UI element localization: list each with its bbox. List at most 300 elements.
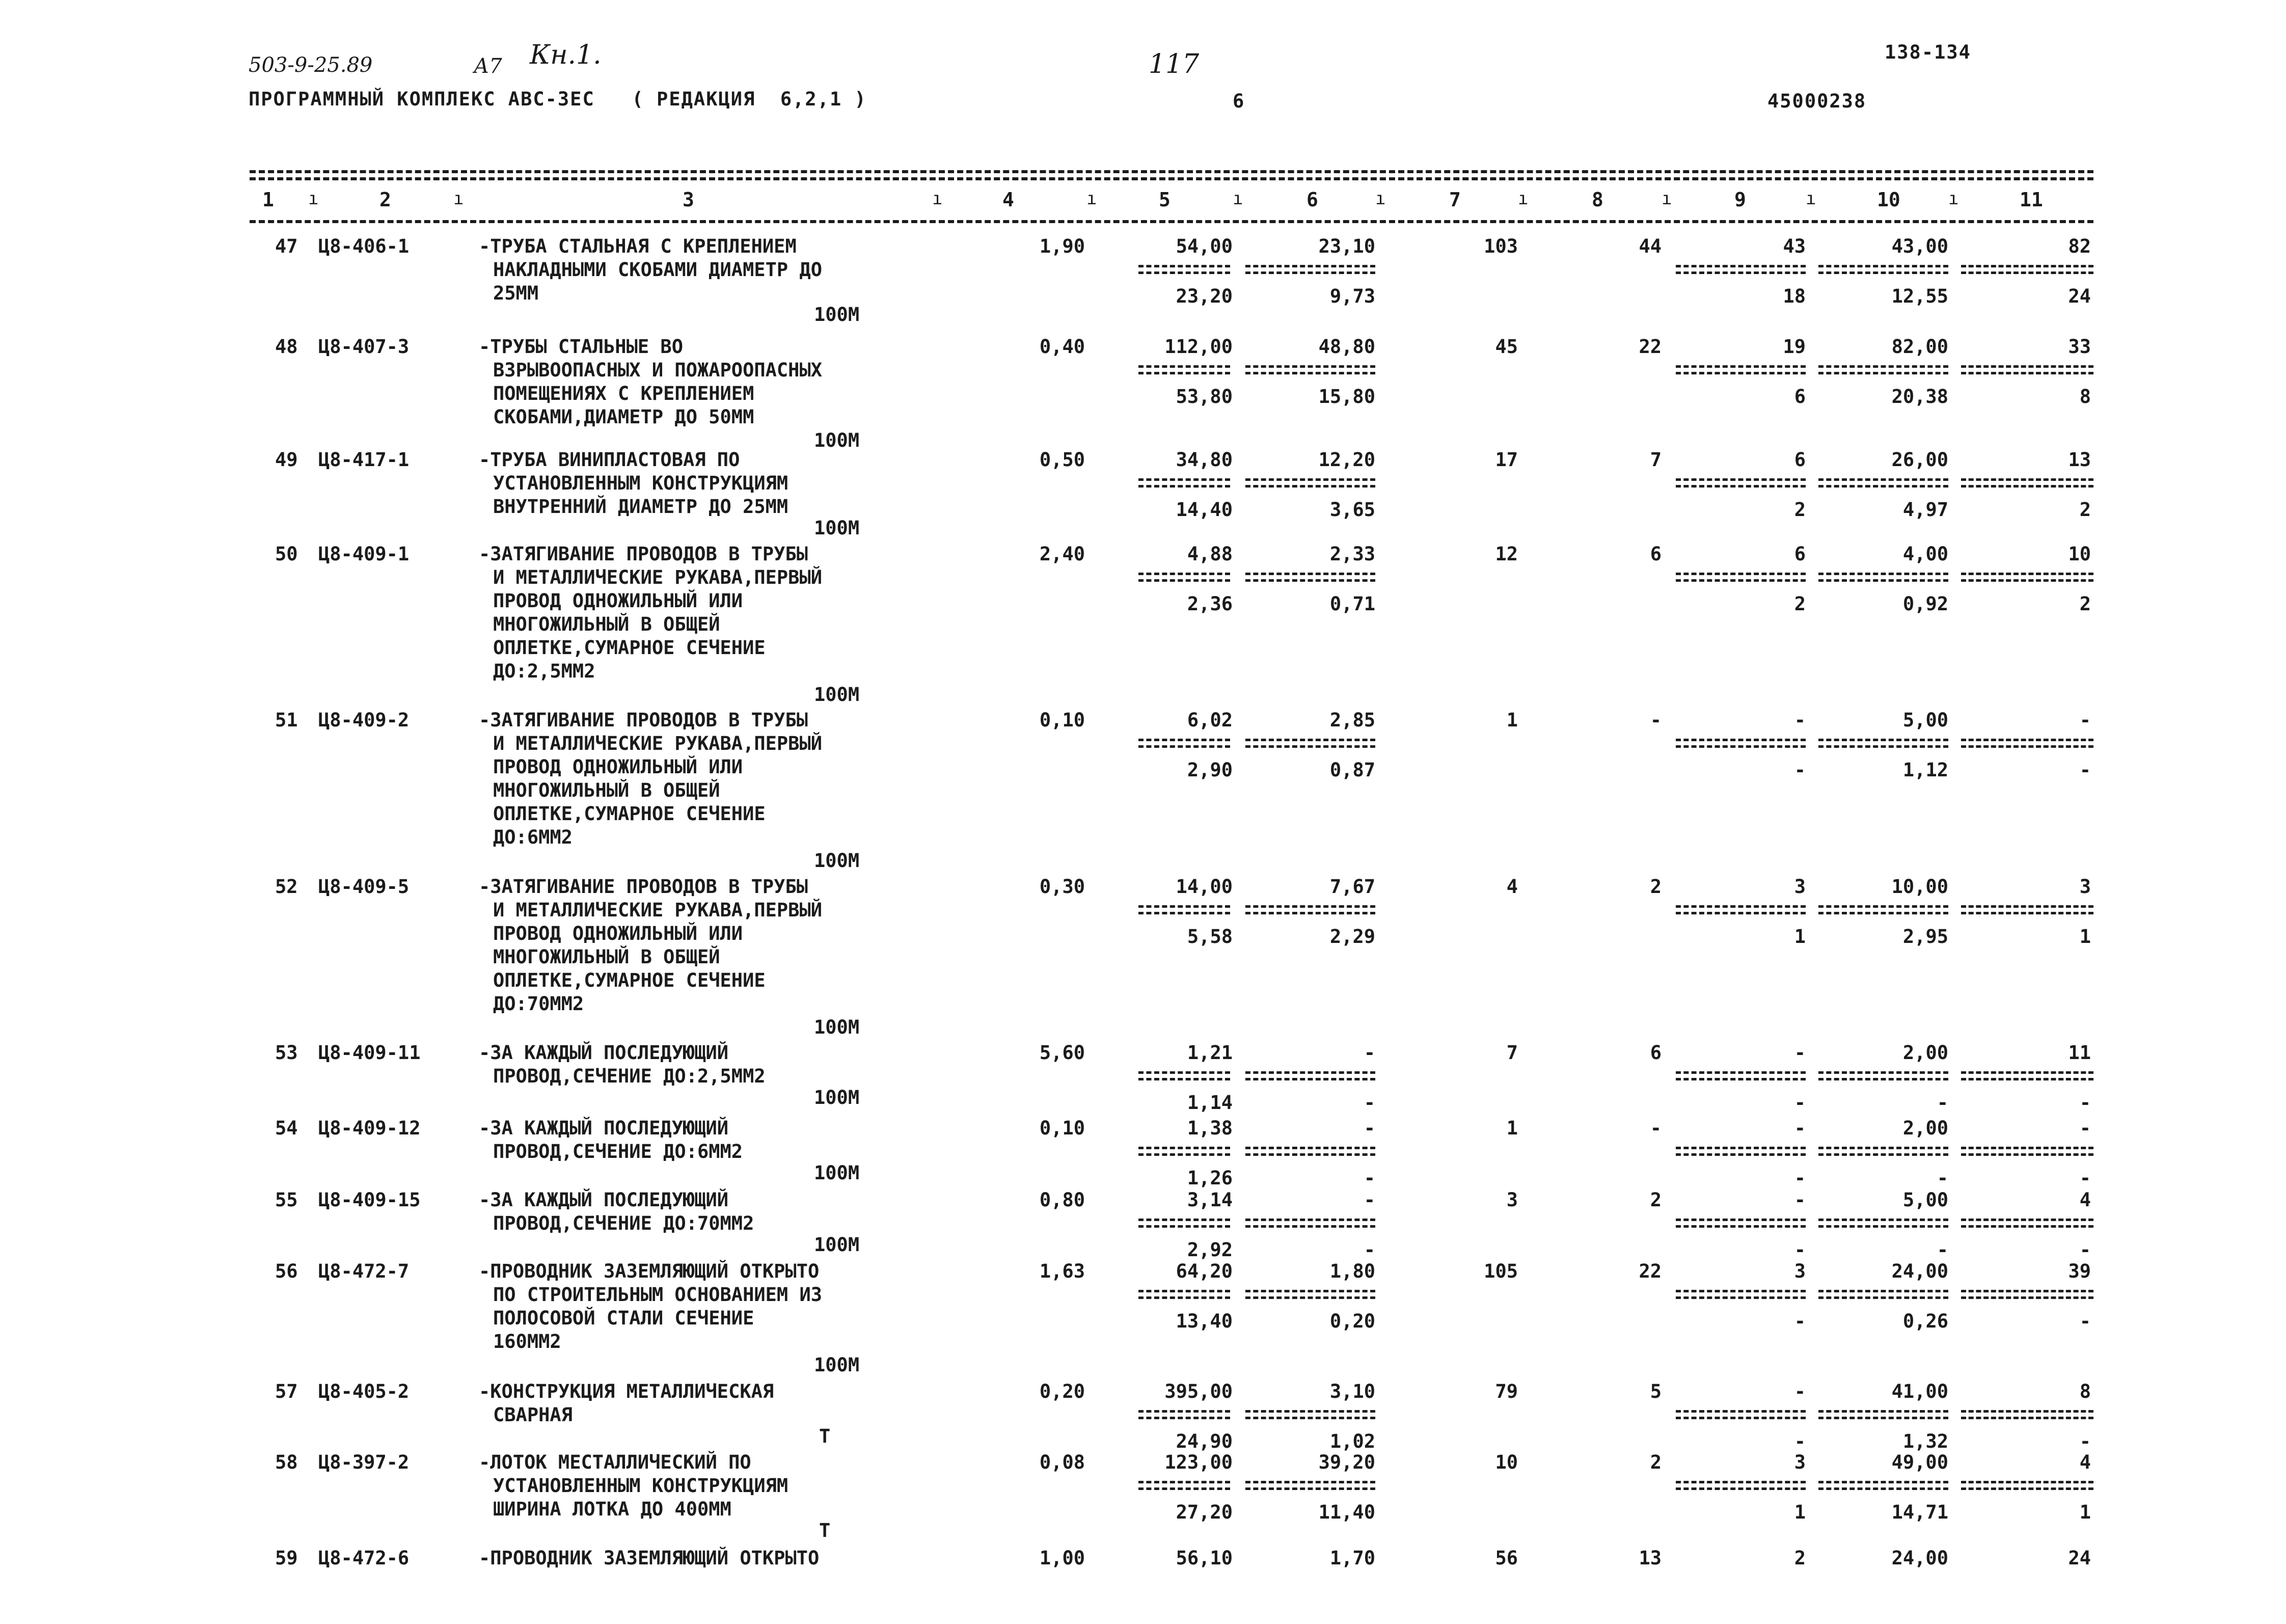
- cell-divider: [1818, 1481, 1948, 1483]
- cell-divider: [1818, 365, 1948, 368]
- row-description-line: ВЗРЫВООПАСНЫХ И ПОЖАРООПАСНЫХ: [493, 359, 823, 381]
- cell-c4: 0,20: [1039, 1381, 1085, 1402]
- row-unit: Т: [819, 1425, 831, 1447]
- cell-c10b: 2,95: [1902, 926, 1948, 948]
- row-description-line: -ЛОТОК МЕСТАЛЛИЧЕСКИЙ ПО: [479, 1451, 751, 1473]
- cell-c10: 2,00: [1902, 1117, 1948, 1139]
- cell-divider: [1961, 365, 2093, 368]
- cell-c5: 3,14: [1187, 1189, 1233, 1211]
- cell-c9b: 2: [1794, 593, 1806, 615]
- cell-divider: [1245, 1417, 1375, 1419]
- cell-c11: 39: [2068, 1260, 2091, 1282]
- cell-c6: 1,70: [1329, 1547, 1375, 1569]
- cell-divider: [1818, 912, 1948, 914]
- cell-c5: 54,00: [1176, 235, 1233, 257]
- cell-divider: [1245, 265, 1375, 267]
- cell-c6: 1,80: [1329, 1260, 1375, 1282]
- cell-c8: 5: [1650, 1381, 1662, 1402]
- cell-c11b: -: [2079, 1430, 2091, 1452]
- col-header-5: 5: [1159, 188, 1171, 211]
- cell-divider: [1818, 265, 1948, 267]
- cell-c5b: 24,90: [1176, 1430, 1233, 1452]
- cell-divider: [1961, 478, 2093, 481]
- row-code: Ц8-417-1: [318, 449, 410, 471]
- cell-c11: 8: [2079, 1381, 2091, 1402]
- row-description-line: ДО:2,5ММ2: [493, 660, 595, 682]
- cell-c5: 1,21: [1187, 1042, 1233, 1064]
- cell-divider: [1245, 1071, 1375, 1074]
- cell-divider: [1676, 1153, 1806, 1156]
- row-description-line: СВАРНАЯ: [493, 1404, 573, 1426]
- cell-divider: [1138, 1296, 1230, 1299]
- cell-c4: 5,60: [1039, 1042, 1085, 1064]
- row-description-line: ПРОВОД,СЕЧЕНИЕ ДО:6ММ2: [493, 1141, 743, 1162]
- cell-c8: 7: [1650, 449, 1662, 471]
- cell-divider: [1245, 745, 1375, 748]
- row-number: 53: [275, 1042, 298, 1064]
- cell-c9: 19: [1783, 336, 1806, 358]
- row-description-line: И МЕТАЛЛИЧЕСКИЕ РУКАВА,ПЕРВЫЙ: [493, 899, 823, 921]
- cell-c4: 1,63: [1039, 1260, 1085, 1282]
- cell-divider: [1961, 1078, 2093, 1080]
- row-description-line: ОПЛЕТКЕ,СУМАРНОЕ СЕЧЕНИЕ: [493, 803, 766, 825]
- cell-c9: -: [1794, 709, 1806, 731]
- cell-divider: [1676, 485, 1806, 488]
- cell-divider: [1818, 272, 1948, 274]
- row-description-line: И МЕТАЛЛИЧЕСКИЕ РУКАВА,ПЕРВЫЙ: [493, 566, 823, 588]
- col-separator: ı: [1806, 188, 1816, 209]
- cell-divider: [1676, 478, 1806, 481]
- row-code: Ц8-405-2: [318, 1381, 410, 1402]
- cell-c4: 1,00: [1039, 1547, 1085, 1569]
- cell-divider: [1961, 1219, 2093, 1221]
- cell-c6: 2,33: [1329, 543, 1375, 565]
- cell-divider: [1138, 1147, 1230, 1149]
- cell-c10: 10,00: [1891, 876, 1948, 898]
- row-description-line: ПРОВОД,СЕЧЕНИЕ ДО:70ММ2: [493, 1212, 754, 1234]
- row-description-line: МНОГОЖИЛЬНЫЙ В ОБЩЕЙ: [493, 613, 720, 635]
- row-description-line: -ЗА КАЖДЫЙ ПОСЛЕДУЮЩИЙ: [479, 1117, 729, 1139]
- cell-c11: 13: [2068, 449, 2091, 471]
- cell-c5b: 53,80: [1176, 386, 1233, 408]
- row-description-line: -ТРУБА ВИНИПЛАСТОВАЯ ПО: [479, 449, 740, 471]
- cell-c5: 1,38: [1187, 1117, 1233, 1139]
- cell-c6: 12,20: [1318, 449, 1375, 471]
- cell-divider: [1138, 905, 1230, 908]
- row-description-line: УСТАНОВЛЕННЫМ КОНСТРУКЦИЯМ: [493, 472, 788, 494]
- cell-c4: 0,10: [1039, 1117, 1085, 1139]
- cell-c11: 11: [2068, 1042, 2091, 1064]
- row-description-line: ПО СТРОИТЕЛЬНЫМ ОСНОВАНИЕМ ИЗ: [493, 1284, 823, 1306]
- cell-divider: [1961, 739, 2093, 741]
- row-description-line: -ТРУБЫ СТАЛЬНЫЕ ВО: [479, 336, 683, 358]
- cell-c7: 103: [1484, 235, 1518, 257]
- row-description-line: 25ММ: [493, 282, 539, 304]
- cell-divider: [1818, 1071, 1948, 1074]
- cell-c6: 48,80: [1318, 336, 1375, 358]
- cell-c11: 3: [2079, 876, 2091, 898]
- cell-c5: 6,02: [1187, 709, 1233, 731]
- row-description-line: -КОНСТРУКЦИЯ МЕТАЛЛИЧЕСКАЯ: [479, 1381, 774, 1402]
- cell-c10b: -: [1937, 1167, 1948, 1189]
- cell-c10b: 12,55: [1891, 285, 1948, 307]
- cell-divider: [1138, 739, 1230, 741]
- cell-c10b: 1,32: [1902, 1430, 1948, 1452]
- row-number: 47: [275, 235, 298, 257]
- cell-divider: [1676, 745, 1806, 748]
- cell-divider: [1961, 745, 2093, 748]
- cell-divider: [1818, 745, 1948, 748]
- col-separator: ı: [1948, 188, 1959, 209]
- cell-c11: 4: [2079, 1451, 2091, 1473]
- cell-c7: 3: [1506, 1189, 1518, 1211]
- row-unit: 100М: [814, 1354, 860, 1376]
- cell-divider: [1138, 579, 1230, 582]
- row-number: 50: [275, 543, 298, 565]
- cell-c5b: 1,14: [1187, 1092, 1233, 1114]
- cell-divider: [1818, 1296, 1948, 1299]
- cell-c10: 4,00: [1902, 543, 1948, 565]
- row-unit: 100М: [814, 684, 860, 706]
- cell-c9: -: [1794, 1042, 1806, 1064]
- row-description-line: И МЕТАЛЛИЧЕСКИЕ РУКАВА,ПЕРВЫЙ: [493, 733, 823, 754]
- cell-divider: [1818, 1147, 1948, 1149]
- row-description-line: -ПРОВОДНИК ЗАЗЕМЛЯЮЩИЙ ОТКРЫТО: [479, 1547, 820, 1569]
- cell-c10: 82,00: [1891, 336, 1948, 358]
- row-description-line: -ЗАТЯГИВАНИЕ ПРОВОДОВ В ТРУБЫ: [479, 543, 808, 565]
- cell-divider: [1245, 485, 1375, 488]
- cell-divider: [1676, 1290, 1806, 1292]
- cell-c9b: -: [1794, 759, 1806, 781]
- row-description-line: ДО:6ММ2: [493, 826, 573, 848]
- cell-c5: 14,00: [1176, 876, 1233, 898]
- cell-c9b: -: [1794, 1092, 1806, 1114]
- row-description-line: ПОЛОСОВОЙ СТАЛИ СЕЧЕНИЕ: [493, 1307, 754, 1329]
- top-rule: [250, 170, 2093, 173]
- cell-divider: [1138, 365, 1230, 368]
- cell-divider: [1245, 1487, 1375, 1490]
- cell-divider: [1676, 1078, 1806, 1080]
- cell-c9: 2: [1794, 1547, 1806, 1569]
- row-code: Ц8-409-11: [318, 1042, 421, 1064]
- cell-divider: [1676, 905, 1806, 908]
- cell-divider: [1818, 1410, 1948, 1413]
- cell-c10: 5,00: [1902, 709, 1948, 731]
- cell-c6: -: [1364, 1189, 1375, 1211]
- cell-divider: [1245, 272, 1375, 274]
- row-number: 49: [275, 449, 298, 471]
- cell-c5: 4,88: [1187, 543, 1233, 565]
- cell-divider: [1961, 1417, 2093, 1419]
- cell-c10: 24,00: [1891, 1260, 1948, 1282]
- cell-c6: 2,85: [1329, 709, 1375, 731]
- row-code: Ц8-409-1: [318, 543, 410, 565]
- cell-divider: [1138, 1487, 1230, 1490]
- row-description-line: -ЗАТЯГИВАНИЕ ПРОВОДОВ В ТРУБЫ: [479, 876, 808, 898]
- row-code: Ц8-406-1: [318, 235, 410, 257]
- cell-c9b: -: [1794, 1430, 1806, 1452]
- cell-c5: 64,20: [1176, 1260, 1233, 1282]
- row-unit: 100М: [814, 517, 860, 539]
- right-code: 138-134: [1885, 41, 1971, 63]
- cell-c8: 22: [1639, 1260, 1662, 1282]
- col-header-2: 2: [379, 188, 391, 211]
- cell-divider: [1245, 1153, 1375, 1156]
- cell-divider: [1138, 745, 1230, 748]
- cell-divider: [1818, 1078, 1948, 1080]
- cell-divider: [1818, 478, 1948, 481]
- cell-divider: [1961, 1290, 2093, 1292]
- cell-c8: 2: [1650, 1451, 1662, 1473]
- cell-divider: [1138, 912, 1230, 914]
- row-code: Ц8-409-15: [318, 1189, 421, 1211]
- cell-c7: 45: [1495, 336, 1518, 358]
- row-number: 55: [275, 1189, 298, 1211]
- cell-divider: [1138, 1290, 1230, 1292]
- col-header-4: 4: [1002, 188, 1014, 211]
- row-number: 51: [275, 709, 298, 731]
- col-header-6: 6: [1307, 188, 1318, 211]
- cell-divider: [1676, 1296, 1806, 1299]
- cell-divider: [1138, 573, 1230, 575]
- cell-c7: 1: [1506, 1117, 1518, 1139]
- row-code: Ц8-397-2: [318, 1451, 410, 1473]
- cell-divider: [1961, 579, 2093, 582]
- cell-divider: [1961, 372, 2093, 374]
- cell-c7: 4: [1506, 876, 1518, 898]
- cell-c5b: 1,26: [1187, 1167, 1233, 1189]
- row-description-line: МНОГОЖИЛЬНЫЙ В ОБЩЕЙ: [493, 946, 720, 968]
- cell-c11: 4: [2079, 1189, 2091, 1211]
- top-rule-2: [250, 177, 2093, 180]
- cell-c10: 49,00: [1891, 1451, 1948, 1473]
- cell-divider: [1676, 573, 1806, 575]
- cell-c9: -: [1794, 1189, 1806, 1211]
- cell-divider: [1818, 1417, 1948, 1419]
- row-description-line: -ЗА КАЖДЫЙ ПОСЛЕДУЮЩИЙ: [479, 1042, 729, 1064]
- header-bottom-rule: [250, 220, 2093, 223]
- cell-divider: [1138, 1417, 1230, 1419]
- row-unit: 100М: [814, 1234, 860, 1256]
- cell-c9b: 1: [1794, 926, 1806, 948]
- cell-c6b: 2,29: [1329, 926, 1375, 948]
- cell-c9: -: [1794, 1117, 1806, 1139]
- cell-divider: [1818, 1290, 1948, 1292]
- row-code: Ц8-409-5: [318, 876, 410, 898]
- cell-divider: [1138, 1071, 1230, 1074]
- row-code: Ц8-409-12: [318, 1117, 421, 1139]
- cell-divider: [1818, 739, 1948, 741]
- cell-c9b: 1: [1794, 1501, 1806, 1523]
- cell-divider: [1138, 1153, 1230, 1156]
- cell-c7: 17: [1495, 449, 1518, 471]
- cell-c7: 105: [1484, 1260, 1518, 1282]
- cell-divider: [1245, 1410, 1375, 1413]
- cell-divider: [1676, 1147, 1806, 1149]
- cell-c6b: -: [1364, 1092, 1375, 1114]
- cell-divider: [1961, 1481, 2093, 1483]
- cell-divider: [1818, 485, 1948, 488]
- row-description-line: НАКЛАДНЫМИ СКОБАМИ ДИАМЕТР ДО: [493, 259, 823, 281]
- cell-c7: 7: [1506, 1042, 1518, 1064]
- cell-c6b: -: [1364, 1167, 1375, 1189]
- row-number: 56: [275, 1260, 298, 1282]
- row-unit: 100М: [814, 1162, 860, 1184]
- cell-c7: 79: [1495, 1381, 1518, 1402]
- cell-divider: [1138, 485, 1230, 488]
- cell-divider: [1961, 905, 2093, 908]
- cell-c5b: 23,20: [1176, 285, 1233, 307]
- cell-c4: 0,50: [1039, 449, 1085, 471]
- row-description-line: УСТАНОВЛЕННЫМ КОНСТРУКЦИЯМ: [493, 1475, 788, 1497]
- cell-divider: [1961, 265, 2093, 267]
- cell-c8: 22: [1639, 336, 1662, 358]
- cell-c5: 56,10: [1176, 1547, 1233, 1569]
- cell-divider: [1961, 912, 2093, 914]
- row-description-line: ПРОВОД ОДНОЖИЛЬНЫЙ ИЛИ: [493, 756, 743, 778]
- cell-c6b: -: [1364, 1239, 1375, 1261]
- cell-c10: 26,00: [1891, 449, 1948, 471]
- cell-divider: [1245, 905, 1375, 908]
- cell-divider: [1818, 573, 1948, 575]
- cell-c7: 10: [1495, 1451, 1518, 1473]
- cell-divider: [1818, 579, 1948, 582]
- cell-divider: [1676, 1417, 1806, 1419]
- sheet-number: 6: [1233, 90, 1245, 112]
- cell-c10: 41,00: [1891, 1381, 1948, 1402]
- cell-c11b: -: [2079, 1167, 2091, 1189]
- cell-divider: [1138, 1219, 1230, 1221]
- cell-c5b: 2,90: [1187, 759, 1233, 781]
- cell-c11: 33: [2068, 336, 2091, 358]
- cell-c9b: -: [1794, 1167, 1806, 1189]
- col-header-7: 7: [1449, 188, 1461, 211]
- cell-c4: 2,40: [1039, 543, 1085, 565]
- row-description-line: ПРОВОД ОДНОЖИЛЬНЫЙ ИЛИ: [493, 923, 743, 944]
- col-separator: ı: [1086, 188, 1097, 209]
- col-separator: ı: [1375, 188, 1386, 209]
- col-header-9: 9: [1734, 188, 1746, 211]
- cell-c8: 13: [1639, 1547, 1662, 1569]
- cell-c6b: 1,02: [1329, 1430, 1375, 1452]
- album-label: А7: [474, 55, 502, 78]
- cell-c10: 43,00: [1891, 235, 1948, 257]
- cell-c9b: 2: [1794, 499, 1806, 521]
- cell-divider: [1961, 1296, 2093, 1299]
- row-unit: 100М: [814, 1016, 860, 1038]
- row-description-line: ВНУТРЕННИЙ ДИАМЕТР ДО 25ММ: [493, 496, 788, 518]
- cell-divider: [1245, 1225, 1375, 1228]
- book-label: Кн.1.: [530, 40, 602, 70]
- cell-c9b: -: [1794, 1310, 1806, 1332]
- cell-divider: [1138, 265, 1230, 267]
- cell-divider: [1676, 372, 1806, 374]
- col-header-11: 11: [2020, 188, 2043, 211]
- cell-divider: [1676, 912, 1806, 914]
- cell-divider: [1676, 365, 1806, 368]
- cell-divider: [1961, 1071, 2093, 1074]
- cell-divider: [1676, 1225, 1806, 1228]
- cell-c11: -: [2079, 709, 2091, 731]
- row-description-line: ПОМЕЩЕНИЯХ С КРЕПЛЕНИЕМ: [493, 383, 754, 404]
- cell-c4: 1,90: [1039, 235, 1085, 257]
- cell-c8: 2: [1650, 876, 1662, 898]
- col-header-8: 8: [1592, 188, 1603, 211]
- row-number: 59: [275, 1547, 298, 1569]
- cell-c9: 3: [1794, 1451, 1806, 1473]
- cell-c11: 24: [2068, 1547, 2091, 1569]
- cell-divider: [1245, 739, 1375, 741]
- row-unit: 100М: [814, 429, 860, 451]
- cell-divider: [1961, 573, 2093, 575]
- cell-c5b: 2,36: [1187, 593, 1233, 615]
- cell-c4: 0,30: [1039, 876, 1085, 898]
- cell-divider: [1245, 1290, 1375, 1292]
- col-separator: ı: [1662, 188, 1672, 209]
- cell-c11b: 1: [2079, 926, 2091, 948]
- cell-c11: 10: [2068, 543, 2091, 565]
- row-unit: 100М: [814, 304, 860, 326]
- cell-divider: [1818, 1153, 1948, 1156]
- col-separator: ı: [932, 188, 943, 209]
- cell-divider: [1138, 372, 1230, 374]
- cell-c7: 1: [1506, 709, 1518, 731]
- cell-divider: [1818, 1225, 1948, 1228]
- cell-divider: [1961, 1410, 2093, 1413]
- cell-divider: [1245, 573, 1375, 575]
- cell-divider: [1138, 1078, 1230, 1080]
- cell-c5: 34,80: [1176, 449, 1233, 471]
- cell-c6b: 0,87: [1329, 759, 1375, 781]
- cell-c11b: 8: [2079, 386, 2091, 408]
- cell-c11: -: [2079, 1117, 2091, 1139]
- col-header-3: 3: [683, 188, 694, 211]
- row-number: 52: [275, 876, 298, 898]
- cell-c9: -: [1794, 1381, 1806, 1402]
- row-description-line: ОПЛЕТКЕ,СУМАРНОЕ СЕЧЕНИЕ: [493, 969, 766, 991]
- cell-divider: [1245, 912, 1375, 914]
- row-number: 48: [275, 336, 298, 358]
- col-header-1: 1: [262, 188, 274, 211]
- cell-c10b: 4,97: [1902, 499, 1948, 521]
- row-code: Ц8-407-3: [318, 336, 410, 358]
- cell-divider: [1961, 1153, 2093, 1156]
- cell-divider: [1676, 1219, 1806, 1221]
- cell-c6: 39,20: [1318, 1451, 1375, 1473]
- cell-c6: -: [1364, 1117, 1375, 1139]
- row-description-line: СКОБАМИ,ДИАМЕТР ДО 50ММ: [493, 406, 754, 428]
- cell-divider: [1138, 1410, 1230, 1413]
- cell-c9: 43: [1783, 235, 1806, 257]
- cell-divider: [1676, 1487, 1806, 1490]
- cell-c6b: 0,20: [1329, 1310, 1375, 1332]
- cell-divider: [1676, 739, 1806, 741]
- cell-c6b: 9,73: [1329, 285, 1375, 307]
- cell-c4: 0,08: [1039, 1451, 1085, 1473]
- cell-c6b: 15,80: [1318, 386, 1375, 408]
- row-code: Ц8-409-2: [318, 709, 410, 731]
- cell-divider: [1138, 1225, 1230, 1228]
- document-code: 503-9-25.89: [249, 53, 373, 77]
- cell-divider: [1245, 1147, 1375, 1149]
- cell-c9b: 18: [1783, 285, 1806, 307]
- cell-divider: [1676, 265, 1806, 267]
- cell-c7: 12: [1495, 543, 1518, 565]
- cell-c10b: 0,92: [1902, 593, 1948, 615]
- cell-c6: 3,10: [1329, 1381, 1375, 1402]
- cell-c9: 3: [1794, 876, 1806, 898]
- cell-divider: [1245, 1078, 1375, 1080]
